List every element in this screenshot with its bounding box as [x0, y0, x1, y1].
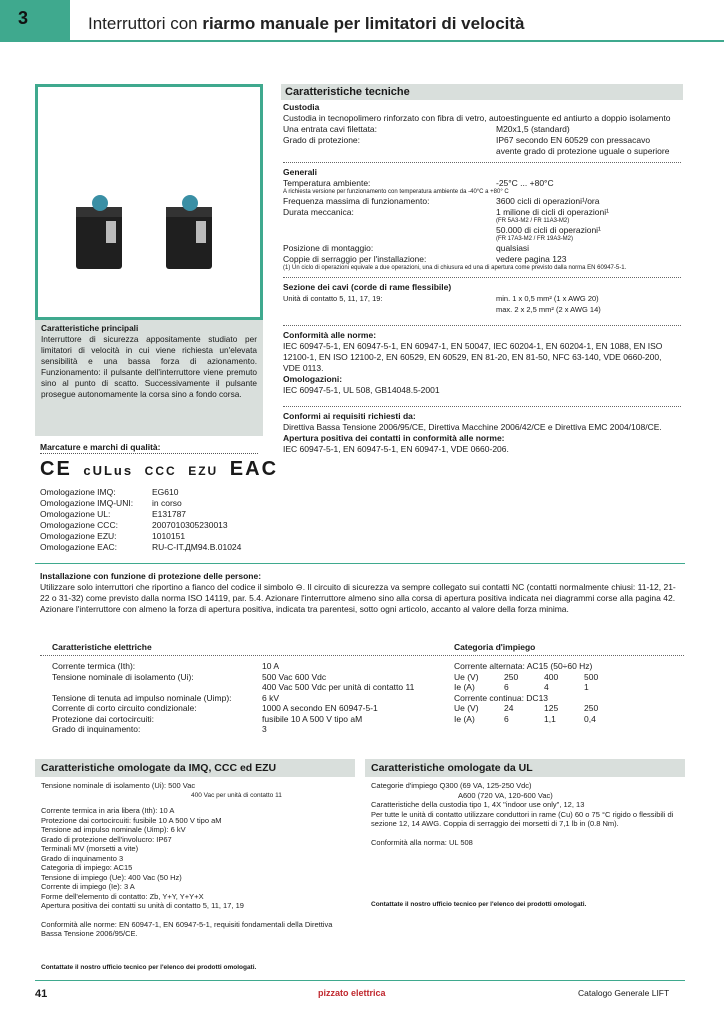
elec-row: Corrente termica (Ith): 10 A — [52, 661, 280, 671]
spec-row: Frequenza massima di funzionamento: 3600 cicli di operazioni¹/ora — [283, 196, 600, 206]
footnote: (1) Un ciclo di operazioni equivale a due operazioni, una di chiusura ed una di apertura come previsto dalla norma EN 60947-5-1. — [283, 265, 627, 271]
ccc-mark-icon: CCC — [144, 464, 177, 478]
ul-text: Categorie d'impiego Q300 (69 VA, 125-250 Vdc) A600 (720 VA, 120-600 Vac) Caratteristiche della custodia tipo 1, 4X "indoor use only", 12, 13 Per tutte le unità di contatto utilizzare conduttori in rame (Cu) 60 o 75 °C rigido o flessibili di sezione 12, 14 AWG. Coppia di serraggio dei morsetti di 7,1 lb in (0.8 Nm). Conformità alla norma: UL 508 — [371, 781, 674, 847]
page-number: 41 — [35, 988, 48, 1000]
page-title — [88, 14, 524, 34]
electrical-section — [40, 642, 684, 735]
custodia-text: Custodia in tecnopolimero rinforzato con fibra di vetro, autoestinguente ed antiurto a doppio isolamento — [283, 113, 671, 123]
ac-label: Corrente alternata: AC15 (50÷60 Hz) — [454, 661, 593, 671]
section-divider — [35, 563, 685, 564]
imq-heading: Caratteristiche omologate da IMQ, CCC ed EZU — [35, 759, 355, 777]
elec-row: Protezione dai cortocircuiti: fusibile 10 A 500 V tipo aM — [52, 713, 363, 724]
button-icon — [92, 195, 108, 211]
ac-row: Ie (A) 6 4 1 — [454, 682, 589, 692]
spec-row: (FR 17A3-M2 / FR 19A3-M2) — [496, 236, 574, 242]
elec-row: Corrente di corto circuito condizionale: 1000 A secondo EN 60947-5-1 — [52, 703, 378, 713]
approval-row: Omologazione UL: E131787 — [40, 509, 187, 519]
spec-row: Una entrata cavi filettata: M20x1,5 (standard) — [283, 124, 570, 134]
main-features-heading: Caratteristiche principali — [41, 323, 139, 333]
elec-row: Tensione di tenuta ad impulso nominale (Uimp): 6 kV — [52, 692, 280, 703]
spec-row: 50.000 di cicli di operazioni¹ — [496, 225, 601, 235]
ce-mark-icon: CE — [40, 458, 72, 480]
elec-row: Tensione nominale di isolamento (Ui): 500 Vac 600 Vdc — [52, 671, 327, 682]
positive-opening-text: IEC 60947-5-1, EN 60947-5-1, EN 60947-1, VDE 0660-206. — [283, 444, 509, 454]
ul-mark-icon: cULus — [83, 463, 134, 478]
main-features-text: Interruttore di sicurezza appositamente studiato per limitatori di velocità in cui viene richiesta un'elevata sensibilità e una bassa forza di azionamento. Funzionamento: il pulsante dell'interruttore viene premuto sino al punto di scatto. Successivamente il pulsante prosegue autonomamente la corsa sino a fondo corsa. — [41, 334, 257, 399]
imq-text: Tensione nominale di isolamento (Ui): 500 Vac 400 Vac per unità di contatto 11 Corrente termica in aria libera (Ith): 10 A Protezione dai cortocircuiti: fusibile 10 A 500 V tipo aM Tensione ad impulso nominale (Uimp): 6 kV Grado di protezione dell'involucro: IP67 Terminali MV (morsetti a vite) Grado di inquinamento 3 Categoria di impiego: AC15 Tensione di impiego (Ue): 400 Vac (50 Hz) Corrente di impiego (Ie): 3 A Forme dell'elemento di contatto: Zb, Y+Y, Y+Y+X Apertura positiva dei contatti su unità di contatto 5, 11, 17, 19 Conformità alle norme: EN 60947-1, EN 60947-5-1, requisiti fondamentali della Direttiva Bassa Tensione 2006/95/CE. — [41, 781, 333, 938]
dc-label: Corrente continua: DC13 — [454, 692, 549, 703]
installation-text: Utilizzare solo interruttori che riportino a fianco del codice il simbolo ⊖. Il circuito di sicurezza va sempre collegato sui contatti NC (contatti normalmente chiusi: 11-12, 21-22 o 31-32) come previsto dalla norma ISO 14119, par. 5.4. Azionare l'interruttore almeno sino alla corsa di apertura positiva indicata nei diagrammi corse alla pagina 42. Azionare l'interruttore con almeno la forza di apertura positiva, indicata tra parentesi, sotto ogni articolo, accanto al valore della forza minima. — [40, 582, 676, 614]
divider — [283, 277, 681, 278]
approvals-list — [40, 487, 241, 553]
switch-image-left — [76, 207, 122, 269]
ul-section — [365, 759, 685, 974]
technical-body — [281, 100, 683, 455]
footer-divider — [35, 980, 685, 981]
title-bold: riarmo manuale per limitatori di velocità — [202, 14, 525, 33]
divider — [283, 406, 681, 407]
marks-heading: Marcature e marchi di qualità: — [40, 442, 161, 452]
electrical-heading: Caratteristiche elettriche — [52, 642, 152, 652]
dc-row: Ie (A) 6 1,1 0,4 — [454, 713, 596, 724]
ul-footer: Contattate il nostro ufficio tecnico per l'elenco dei prodotti omologati. — [371, 901, 587, 908]
temp-note: A richiesta versione per funzionamento con temperatura ambiente da -40°C a +80° C — [283, 189, 509, 195]
marks-divider — [40, 453, 258, 454]
approval-row: Omologazione CCC: 2007010305230013 — [40, 520, 228, 530]
spec-row: Temperatura ambiente: -25°C ... +80°C — [283, 178, 554, 188]
technical-heading: Caratteristiche tecniche — [281, 84, 683, 100]
divider — [283, 325, 681, 326]
elec-row: 400 Vac 500 Vdc per unità di contatto 11 — [262, 682, 415, 692]
elec-row: Grado di inquinamento: 3 — [52, 724, 267, 734]
spec-row: (FR 5A3-M2 / FR 11A3-M2) — [496, 218, 570, 224]
approvals-text: IEC 60947-5-1, UL 508, GB14048.5-2001 — [283, 385, 440, 395]
chapter-tab: 3 — [0, 0, 70, 40]
spec-row: Coppie di serraggio per l'installazione: vedere pagina 123 — [283, 254, 567, 264]
approval-row: Omologazione EZU: 1010151 — [40, 531, 186, 541]
electrical-table — [40, 661, 454, 735]
ul-heading: Caratteristiche omologate da UL — [365, 759, 685, 777]
spec-row: Durata meccanica: 1 milione di cicli di operazioni¹ — [283, 207, 609, 217]
approval-row: Omologazione IMQ-UNI: in corso — [40, 498, 182, 508]
standards-text: IEC 60947-5-1, EN 60947-5-1, EN 60947-1, EN 50047, IEC 60204-1, EN 60204-1, EN 1088, EN ISO 12100-1, EN ISO 12100-2, EN 60529, EN 60529, EN 81-20, EN 81-50, NFC 63-140, VDE 0660-200, VDE 0113. — [283, 341, 663, 373]
installation-heading: Installazione con funzione di protezione delle persone: — [40, 571, 262, 581]
switch-image-right — [166, 207, 212, 269]
cable-heading: Sezione dei cavi (corde di rame flessibile) — [283, 282, 452, 292]
divider — [283, 162, 681, 163]
standards-heading: Conformità alle norme: — [283, 330, 377, 340]
spec-row: Grado di protezione: IP67 secondo EN 60529 con pressacavo avente grado di protezione uguale o superiore — [283, 135, 670, 156]
button-icon — [182, 195, 198, 211]
ezu-mark-icon: EZU — [188, 464, 219, 478]
generali-heading: Generali — [283, 167, 318, 177]
positive-opening-heading: Apertura positiva dei contatti in conformità alle norme: — [283, 433, 505, 443]
category-heading: Categoria d'impiego — [454, 642, 536, 652]
label-icon — [196, 221, 206, 243]
approval-row: Omologazione IMQ: EG610 — [40, 487, 179, 497]
imq-footer: Contattate il nostro ufficio tecnico per l'elenco dei prodotti omologati. — [41, 964, 257, 971]
approval-row: Omologazione EAC: RU-C-IT.ДМ94.В.01024 — [40, 542, 242, 552]
label-icon — [106, 221, 116, 243]
quality-marks — [40, 458, 282, 481]
approvals-heading: Omologazioni: — [283, 374, 343, 384]
category-table — [454, 661, 684, 735]
product-image — [35, 84, 263, 320]
custodia-heading: Custodia — [283, 102, 320, 112]
installation-section — [40, 571, 684, 615]
requirements-heading: Conformi ai requisiti richiesti da: — [283, 411, 416, 421]
dc-row: Ue (V) 24 125 250 — [454, 703, 599, 713]
spec-row: Posizione di montaggio: qualsiasi — [283, 243, 530, 253]
eac-mark-icon: EAC — [229, 458, 279, 480]
requirements-text: Direttiva Bassa Tensione 2006/95/CE, Direttiva Macchine 2006/42/CE e Direttiva EMC 2004/108/CE. — [283, 422, 662, 432]
cable-row: Unità di contatto 5, 11, 17, 19: min. 1 x 0,5 mm² (1 x AWG 20) — [283, 294, 599, 303]
header-divider — [0, 40, 724, 42]
title-normal: Interruttori con — [88, 14, 203, 33]
main-features-box — [35, 320, 263, 436]
catalog-name: Catalogo Generale LIFT — [578, 988, 670, 998]
cable-row: max. 2 x 2,5 mm² (2 x AWG 14) — [496, 305, 601, 314]
imq-ccc-ezu-section — [35, 759, 355, 974]
technical-section — [281, 84, 683, 455]
ac-row: Ue (V) 250 400 500 — [454, 671, 599, 682]
brand-logo: pizzato elettrica — [318, 988, 386, 998]
